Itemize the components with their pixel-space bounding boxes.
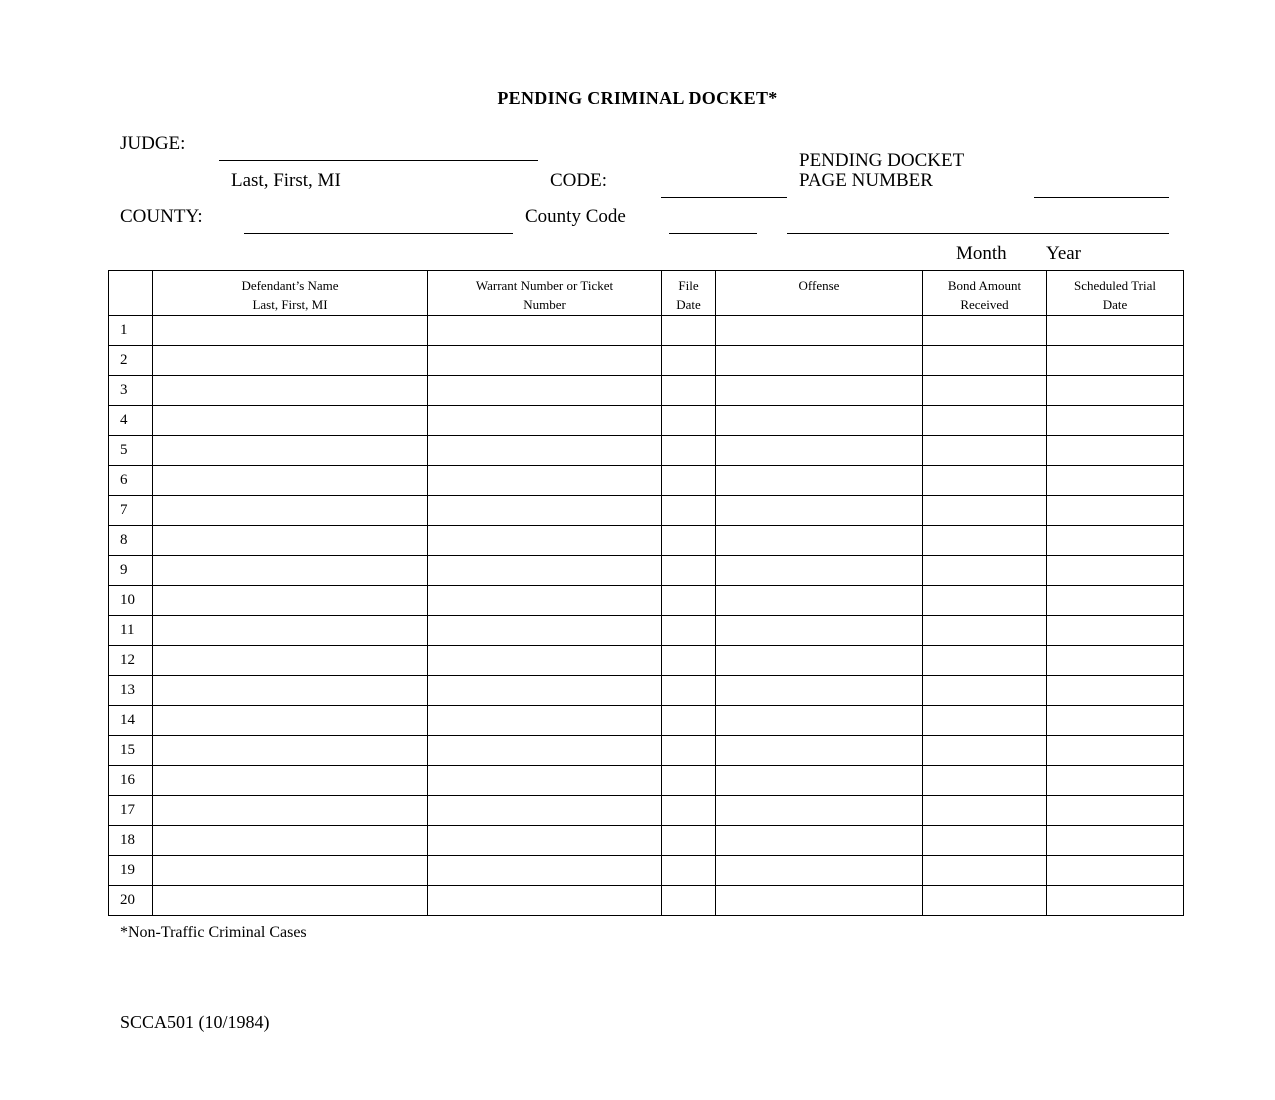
county-label: COUNTY: [120,206,203,227]
row-number: 17 [109,796,153,826]
offense-cell[interactable] [716,526,923,556]
defendant-name-cell[interactable] [153,316,428,346]
offense-cell[interactable] [716,706,923,736]
month-label: Month [956,243,1007,264]
row-number: 5 [109,436,153,466]
table-row [109,436,1184,466]
warrant-number-cell[interactable] [428,496,662,526]
row-number: 12 [109,646,153,676]
defendant-name-cell[interactable] [153,736,428,766]
defendant-name-cell[interactable] [153,856,428,886]
defendant-name-cell[interactable] [153,616,428,646]
table-row [109,556,1184,586]
table-row [109,886,1184,916]
bond-amount-cell[interactable] [923,886,1047,916]
bond-amount-cell[interactable] [923,766,1047,796]
offense-cell[interactable] [716,886,923,916]
trial-date-cell[interactable] [1047,676,1184,706]
table-row [109,826,1184,856]
table-body [109,316,1184,916]
file-date-cell[interactable] [662,706,716,736]
docket-table [108,270,1184,916]
offense-cell[interactable] [716,376,923,406]
offense-header [716,271,923,316]
offense-cell[interactable] [716,736,923,766]
file-date-cell[interactable] [662,826,716,856]
bond-amount-cell[interactable] [923,736,1047,766]
header-line-1: Warrant Number or Ticket [475,278,614,293]
bond-amount-cell[interactable] [923,616,1047,646]
table-header-row [109,271,1184,316]
defendant-name-cell[interactable] [153,766,428,796]
trial-date-cell[interactable] [1047,586,1184,616]
judge-sublabel: Last, First, MI [231,170,341,191]
header-line-2: Date [676,297,701,312]
file-date-cell[interactable] [662,376,716,406]
bond-amount-cell[interactable] [923,436,1047,466]
file-date-cell[interactable] [662,886,716,916]
file-date-header [662,271,716,316]
row-number: 7 [109,496,153,526]
bond-amount-cell[interactable] [923,466,1047,496]
file-date-cell[interactable] [662,526,716,556]
defendant-name-cell[interactable] [153,706,428,736]
bond-amount-cell[interactable] [923,706,1047,736]
warrant-number-cell[interactable] [428,406,662,436]
trial-date-cell[interactable] [1047,826,1184,856]
offense-cell[interactable] [716,436,923,466]
table-row [109,736,1184,766]
defendant-name-cell[interactable] [153,346,428,376]
header-line-1: Scheduled Trial [1074,278,1156,293]
defendant-name-cell[interactable] [153,496,428,526]
offense-cell[interactable] [716,346,923,376]
table-row [109,346,1184,376]
row-number: 11 [109,616,153,646]
defendant-name-cell[interactable] [153,886,428,916]
defendant-name-cell[interactable] [153,406,428,436]
file-date-cell[interactable] [662,646,716,676]
trial-date-cell[interactable] [1047,406,1184,436]
table-row [109,526,1184,556]
table-row [109,676,1184,706]
table-row [109,796,1184,826]
bond-amount-cell[interactable] [923,586,1047,616]
defendant-name-cell[interactable] [153,526,428,556]
row-number: 9 [109,556,153,586]
row-number: 15 [109,736,153,766]
file-date-cell[interactable] [662,496,716,526]
file-date-cell[interactable] [662,796,716,826]
table-row [109,466,1184,496]
offense-cell[interactable] [716,586,923,616]
bond-amount-cell[interactable] [923,526,1047,556]
form-id: SCCA501 (10/1984) [120,1012,270,1032]
offense-cell[interactable] [716,826,923,856]
file-date-cell[interactable] [662,556,716,586]
defendant-name-cell[interactable] [153,436,428,466]
page-number-label: PAGE NUMBER [799,170,933,191]
row-number: 6 [109,466,153,496]
trial-date-cell[interactable] [1047,646,1184,676]
defendant-name-cell[interactable] [153,826,428,856]
row-number: 20 [109,886,153,916]
trial-date-header [1047,271,1184,316]
judge-field[interactable] [219,160,538,161]
file-date-cell[interactable] [662,466,716,496]
year-label: Year [1046,243,1082,264]
file-date-cell[interactable] [662,676,716,706]
table-row [109,766,1184,796]
offense-cell[interactable] [716,316,923,346]
row-number: 16 [109,766,153,796]
warrant-number-cell[interactable] [428,376,662,406]
file-date-cell[interactable] [662,586,716,616]
warrant-number-cell[interactable] [428,466,662,496]
trial-date-cell[interactable] [1047,346,1184,376]
trial-date-cell[interactable] [1047,706,1184,736]
warrant-number-header [428,271,662,316]
warrant-number-cell[interactable] [428,706,662,736]
bond-amount-cell[interactable] [923,796,1047,826]
trial-date-cell[interactable] [1047,436,1184,466]
trial-date-cell[interactable] [1047,316,1184,346]
trial-date-cell[interactable] [1047,796,1184,826]
table-row [109,406,1184,436]
trial-date-cell[interactable] [1047,616,1184,646]
table-row [109,376,1184,406]
header-line-1: Defendant’s Name [241,278,339,293]
offense-cell[interactable] [716,856,923,886]
row-number: 18 [109,826,153,856]
file-date-cell[interactable] [662,406,716,436]
table-row [109,586,1184,616]
table-row [109,316,1184,346]
defendant-name-cell[interactable] [153,466,428,496]
table-row [109,616,1184,646]
warrant-number-cell[interactable] [428,346,662,376]
row-number: 4 [109,406,153,436]
warrant-number-cell[interactable] [428,826,662,856]
warrant-number-cell[interactable] [428,586,662,616]
defendant-name-cell[interactable] [153,376,428,406]
offense-cell[interactable] [716,676,923,706]
row-number: 8 [109,526,153,556]
offense-cell[interactable] [716,796,923,826]
trial-date-cell[interactable] [1047,496,1184,526]
file-date-cell[interactable] [662,856,716,886]
defendant-name-cell[interactable] [153,586,428,616]
header-line-2: Number [523,297,566,312]
row-number: 14 [109,706,153,736]
judge-label: JUDGE: [120,133,186,154]
header-line-2: Date [1102,297,1128,312]
offense-cell[interactable] [716,406,923,436]
offense-cell[interactable] [716,466,923,496]
warrant-number-cell[interactable] [428,526,662,556]
page-title: PENDING CRIMINAL DOCKET* [497,88,778,108]
trial-date-cell[interactable] [1047,466,1184,496]
file-date-cell[interactable] [662,736,716,766]
header-line-2: Received [960,297,1009,312]
bond-amount-header [923,271,1047,316]
table-row [109,856,1184,886]
defendant-name-header [153,271,428,316]
bond-amount-cell[interactable] [923,676,1047,706]
warrant-number-cell[interactable] [428,796,662,826]
bond-amount-cell[interactable] [923,406,1047,436]
table-row [109,646,1184,676]
offense-cell[interactable] [716,646,923,676]
offense-cell[interactable] [716,556,923,586]
trial-date-cell[interactable] [1047,556,1184,586]
row-number: 2 [109,346,153,376]
warrant-number-cell[interactable] [428,886,662,916]
defendant-name-cell[interactable] [153,556,428,586]
file-date-cell[interactable] [662,436,716,466]
bond-amount-cell[interactable] [923,346,1047,376]
bond-amount-cell[interactable] [923,556,1047,586]
trial-date-cell[interactable] [1047,856,1184,886]
warrant-number-cell[interactable] [428,436,662,466]
warrant-number-cell[interactable] [428,766,662,796]
footnote: *Non-Traffic Criminal Cases [120,924,307,941]
trial-date-cell[interactable] [1047,766,1184,796]
bond-amount-cell[interactable] [923,316,1047,346]
row-number: 19 [109,856,153,886]
bond-amount-cell[interactable] [923,826,1047,856]
file-date-cell[interactable] [662,346,716,376]
defendant-name-cell[interactable] [153,676,428,706]
table-row [109,496,1184,526]
row-number: 3 [109,376,153,406]
trial-date-cell[interactable] [1047,376,1184,406]
warrant-number-cell[interactable] [428,646,662,676]
row-number-header [109,271,153,316]
header-line-2: Last, First, MI [252,297,328,312]
page-number-field[interactable] [1034,197,1169,198]
offense-cell[interactable] [716,766,923,796]
header-line-1: File [678,278,699,293]
bond-amount-cell[interactable] [923,496,1047,526]
month-year-field[interactable] [787,233,1169,234]
bond-amount-cell[interactable] [923,646,1047,676]
row-number: 1 [109,316,153,346]
row-number: 13 [109,676,153,706]
county-field[interactable] [244,233,513,234]
file-date-cell[interactable] [662,766,716,796]
offense-cell[interactable] [716,616,923,646]
trial-date-cell[interactable] [1047,886,1184,916]
warrant-number-cell[interactable] [428,736,662,766]
code-field[interactable] [661,197,787,198]
header-line-1: Bond Amount [947,278,1022,293]
code-label: CODE: [550,170,607,191]
warrant-number-cell[interactable] [428,556,662,586]
offense-cell[interactable] [716,496,923,526]
warrant-number-cell[interactable] [428,616,662,646]
warrant-number-cell[interactable] [428,316,662,346]
county-code-field[interactable] [669,233,757,234]
county-code-label: County Code [525,206,626,227]
warrant-number-cell[interactable] [428,676,662,706]
header-line-1: Offense [798,278,840,293]
defendant-name-cell[interactable] [153,796,428,826]
trial-date-cell[interactable] [1047,736,1184,766]
file-date-cell[interactable] [662,316,716,346]
file-date-cell[interactable] [662,616,716,646]
warrant-number-cell[interactable] [428,856,662,886]
bond-amount-cell[interactable] [923,376,1047,406]
row-number: 10 [109,586,153,616]
defendant-name-cell[interactable] [153,646,428,676]
bond-amount-cell[interactable] [923,856,1047,886]
trial-date-cell[interactable] [1047,526,1184,556]
pending-docket-label: PENDING DOCKET [799,150,965,171]
table-row [109,706,1184,736]
